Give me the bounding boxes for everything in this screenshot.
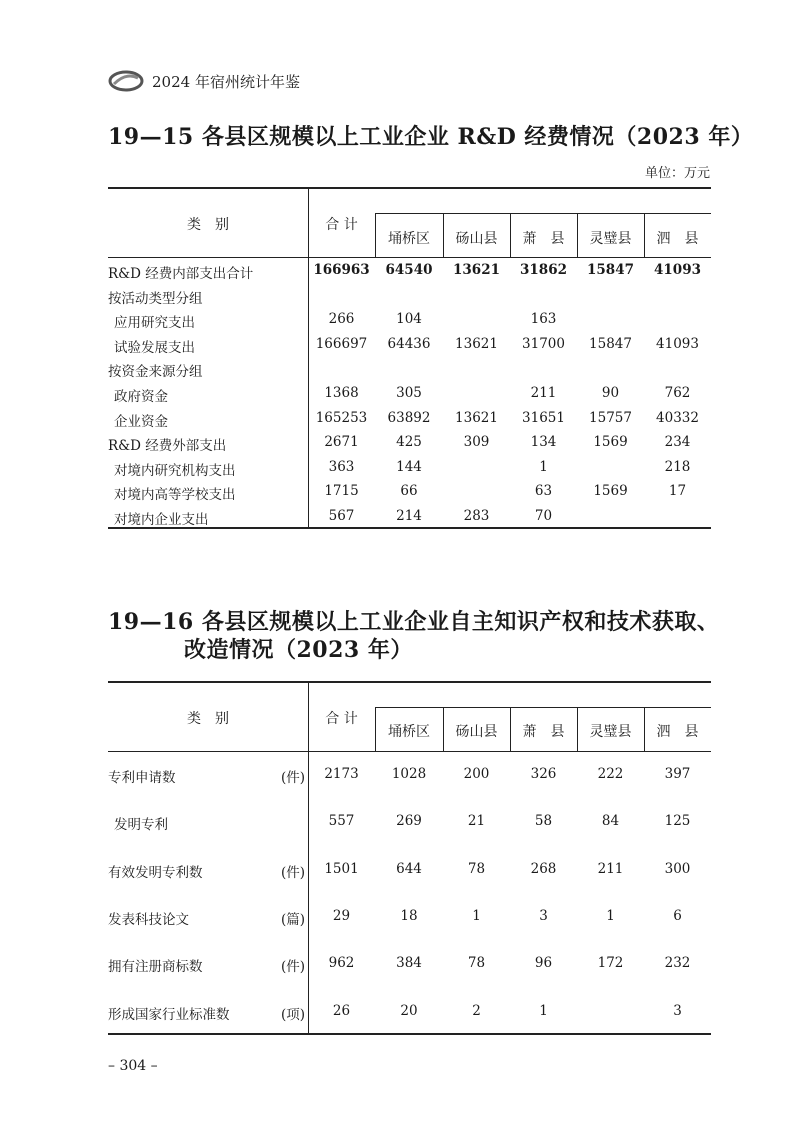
table2-row-label: 发明专利 — [114, 817, 168, 833]
table1-cell: 144 — [396, 459, 422, 475]
table1-header-bottom-rule — [108, 257, 711, 258]
table1-cell: 309 — [463, 434, 490, 450]
table2-cell: 29 — [332, 908, 351, 924]
table1-row-label: 对境内高等学校支出 — [114, 487, 236, 503]
table1-cell: 41093 — [656, 336, 699, 352]
table2-title: 19—16 各县区规模以上工业企业自主知识产权和技术获取、 — [108, 609, 720, 635]
table2-cell: 397 — [664, 766, 691, 782]
table2-cell: 1 — [539, 1003, 548, 1019]
table2-cell: 1 — [472, 908, 481, 924]
table1-col-divider — [308, 188, 309, 527]
table1-row-label: 对境内企业支出 — [114, 512, 209, 528]
table1-cell: 762 — [664, 385, 691, 401]
table2-cell: 300 — [664, 861, 691, 877]
table2-region-header: 灵璧县 — [589, 724, 632, 740]
table2-cell: 384 — [396, 955, 422, 971]
table2-cell: 200 — [463, 766, 490, 782]
table1-cell: 363 — [328, 459, 355, 475]
table2-cell: 18 — [400, 908, 418, 924]
table1-title: 19—15 各县区规模以上工业企业 R&D 经费情况（2023 年） — [108, 124, 754, 150]
table1-header-rule — [375, 213, 711, 214]
table2-cell: 2 — [472, 1003, 481, 1019]
table1-cell: 31862 — [520, 262, 567, 278]
table1-cell: 163 — [530, 311, 557, 327]
table2-row-label: 拥有注册商标数 — [108, 959, 203, 975]
yearbook-logo-icon — [108, 70, 144, 92]
table1-row-label: 应用研究支出 — [114, 315, 195, 331]
table1-cell: 63 — [534, 483, 553, 499]
table2-title-continued: 改造情况（2023 年） — [184, 637, 413, 663]
table2-row-unit: (件) — [281, 959, 306, 975]
table1-row-label: 对境内研究机构支出 — [114, 463, 236, 479]
table2-total-header: 合 计 — [325, 711, 358, 727]
table2-cell: 20 — [400, 1003, 418, 1019]
table1-cell: 31651 — [522, 410, 565, 426]
table1-cell: 13621 — [453, 262, 500, 278]
table1-cell: 266 — [328, 311, 355, 327]
table1-cell: 15757 — [589, 410, 632, 426]
table1-row-label: 试验发展支出 — [114, 340, 195, 356]
table2-top-rule — [108, 681, 711, 683]
table1-cell: 305 — [396, 385, 422, 401]
table1-total-header: 合 计 — [325, 217, 358, 233]
table1-cell: 90 — [601, 385, 620, 401]
table2-cell: 644 — [396, 861, 422, 877]
table1-cell: 64540 — [385, 262, 433, 278]
table2-header-rule — [375, 707, 711, 708]
table1-cell: 214 — [396, 508, 422, 524]
table1-row-label: 政府资金 — [114, 389, 168, 405]
table2-cell: 269 — [396, 813, 422, 829]
table2-cell: 125 — [664, 813, 691, 829]
table2-region-header: 埇桥区 — [388, 724, 430, 740]
table1-cell: 211 — [530, 385, 557, 401]
table2-cell: 962 — [328, 955, 355, 971]
table1-cell: 70 — [534, 508, 553, 524]
table2-region-header: 泗 县 — [656, 724, 699, 740]
table2-cell: 78 — [467, 955, 486, 971]
table1-cell: 1569 — [593, 483, 628, 499]
table2-cell: 21 — [467, 813, 486, 829]
table2-row-label: 专利申请数 — [108, 770, 176, 786]
table1-cell: 218 — [664, 459, 691, 475]
table1-cell: 425 — [396, 434, 422, 450]
table2-cell: 557 — [328, 813, 355, 829]
table1-cell: 40332 — [656, 410, 699, 426]
table1-cell: 13621 — [455, 410, 498, 426]
table2-cell: 84 — [601, 813, 620, 829]
table1-region-header: 灵璧县 — [589, 231, 632, 247]
table1-cell: 2671 — [324, 434, 359, 450]
table2-row-unit: (件) — [281, 770, 306, 786]
table1-cell: 166697 — [315, 336, 368, 352]
table2-cell: 326 — [530, 766, 557, 782]
table2-region-header: 萧 县 — [522, 724, 565, 740]
yearbook-title: 2024 年宿州统计年鉴 — [152, 72, 300, 91]
table1-cell: 165253 — [315, 410, 368, 426]
table1-cell: 1715 — [324, 483, 359, 499]
table2-category-header: 类 别 — [187, 711, 229, 727]
table2-cell: 1028 — [391, 766, 427, 782]
table2-cell: 172 — [597, 955, 624, 971]
table1-row-label: R&D 经费外部支出 — [108, 438, 227, 454]
table1-cell: 15847 — [587, 262, 634, 278]
table1-cell: 31700 — [522, 336, 565, 352]
table1-row-label: 按活动类型分组 — [108, 291, 203, 307]
table2-bottom-rule — [108, 1033, 711, 1035]
table1-region-header: 萧 县 — [522, 231, 565, 247]
table2-row-unit: (项) — [281, 1007, 306, 1023]
table2-col-divider — [308, 682, 309, 1033]
table1-region-header: 泗 县 — [656, 231, 699, 247]
table2-cell: 222 — [597, 766, 624, 782]
table1-cell: 63892 — [387, 410, 431, 426]
table2-cell: 6 — [673, 908, 682, 924]
table2-cell: 2173 — [324, 766, 359, 782]
table2-row-label: 发表科技论文 — [108, 912, 189, 928]
table1-row-label: 按资金来源分组 — [108, 364, 203, 380]
table1-unit: 单位：万元 — [644, 166, 710, 181]
table2-cell: 211 — [597, 861, 624, 877]
table1-cell: 1368 — [324, 385, 359, 401]
table2-cell: 1501 — [324, 861, 359, 877]
table1-cell: 41093 — [654, 262, 701, 278]
table2-row-unit: (件) — [281, 865, 306, 881]
table2-region-header: 砀山县 — [455, 724, 498, 740]
table1-cell: 134 — [530, 434, 557, 450]
table2-cell: 1 — [606, 908, 615, 924]
table1-row-label: R&D 经费内部支出合计 — [108, 266, 254, 282]
table1-cell: 104 — [396, 311, 422, 327]
table2-cell: 3 — [673, 1003, 682, 1019]
table1-row-label: 企业资金 — [114, 414, 168, 430]
table1-cell: 1 — [539, 459, 548, 475]
table2-cell: 3 — [539, 908, 548, 924]
table1-category-header: 类 别 — [187, 217, 229, 233]
table2-row-label: 有效发明专利数 — [108, 865, 203, 881]
table1-cell: 234 — [664, 434, 691, 450]
table1-cell: 64436 — [387, 336, 431, 352]
table2-cell: 268 — [530, 861, 557, 877]
table2-cell: 26 — [332, 1003, 351, 1019]
table1-cell: 567 — [328, 508, 355, 524]
table1-region-header: 埇桥区 — [388, 231, 430, 247]
table1-cell: 66 — [400, 483, 418, 499]
table2-row-unit: (篇) — [281, 912, 306, 928]
page-number: – 304 – — [108, 1058, 158, 1074]
table2-header-bottom-rule — [108, 751, 711, 752]
table2-cell: 58 — [534, 813, 553, 829]
table1-cell: 283 — [463, 508, 490, 524]
table2-cell: 232 — [664, 955, 691, 971]
table1-top-rule — [108, 187, 711, 189]
table1-cell: 1569 — [593, 434, 628, 450]
running-header — [108, 70, 300, 92]
table1-region-header: 砀山县 — [455, 231, 498, 247]
table2-cell: 78 — [467, 861, 486, 877]
table2-cell: 96 — [534, 955, 553, 971]
table1-cell: 15847 — [589, 336, 632, 352]
table1-cell: 13621 — [455, 336, 498, 352]
table1-cell: 17 — [668, 483, 687, 499]
table2-row-label: 形成国家行业标准数 — [108, 1007, 230, 1023]
table1-cell: 166963 — [313, 262, 370, 278]
